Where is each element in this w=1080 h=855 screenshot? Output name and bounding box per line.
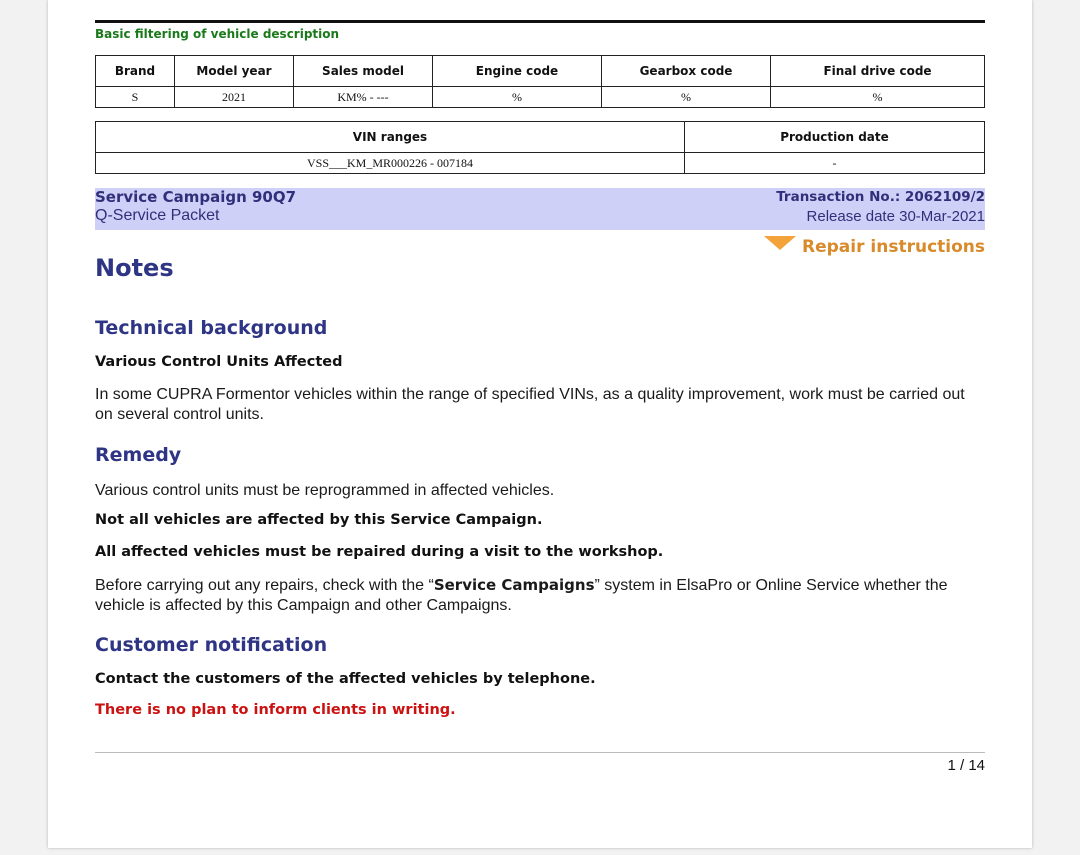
no-plan-writing: There is no plan to inform clients in writing. xyxy=(95,702,456,718)
gearbox-code-value: % xyxy=(602,87,771,108)
campaign-title: Service Campaign 90Q7 xyxy=(95,188,297,206)
triangle-down-icon xyxy=(764,236,796,250)
service-campaigns-term: Service Campaigns xyxy=(433,576,595,594)
not-all-affected: Not all vehicles are affected by this Service Campaign. xyxy=(95,512,543,528)
contact-customers: Contact the customers of the affected vehicles by telephone. xyxy=(95,671,596,687)
notes-heading: Notes xyxy=(95,254,174,282)
col-model-year: Model year xyxy=(175,56,294,87)
brand-value: S xyxy=(96,87,175,108)
transaction-number: Transaction No.: 2062109/2 xyxy=(776,189,985,205)
filter-table xyxy=(95,55,985,108)
model-year-value: 2021 xyxy=(175,87,294,108)
engine-code-value: % xyxy=(433,87,602,108)
footer-rule xyxy=(95,752,985,753)
page-number: 1 / 14 xyxy=(947,757,985,774)
packet-label: Q-Service Packet xyxy=(95,207,220,224)
all-affected: All affected vehicles must be repaired during a visit to the workshop. xyxy=(95,544,664,560)
customer-notification-heading: Customer notification xyxy=(95,634,328,656)
table-row xyxy=(96,153,985,174)
sales-model-value: KM% - --- xyxy=(294,87,433,108)
technical-text: In some CUPRA Formentor vehicles within the range of specified VINs, as a quality improvement, work must be carried out on several control units. xyxy=(95,386,965,423)
technical-background-heading: Technical background xyxy=(95,317,328,339)
col-engine-code: Engine code xyxy=(433,56,602,87)
before-text-part2: ” system in ElsaPro or Online Service whether the vehicle is affected by this Campaign and other Campaigns. xyxy=(95,577,948,614)
document-page xyxy=(48,0,1032,848)
technical-subheading: Various Control Units Affected xyxy=(95,354,343,370)
col-vin-ranges: VIN ranges xyxy=(96,122,685,153)
col-sales-model: Sales model xyxy=(294,56,433,87)
col-gearbox-code: Gearbox code xyxy=(602,56,771,87)
col-final-drive-code: Final drive code xyxy=(771,56,985,87)
vin-range-value: VSS___KM_MR000226 - 007184 xyxy=(96,153,685,174)
col-production-date: Production date xyxy=(685,122,985,153)
repair-instructions-link[interactable] xyxy=(764,237,985,257)
remedy-text: Various control units must be reprogrammed in affected vehicles. xyxy=(95,482,555,499)
top-rule xyxy=(95,20,985,23)
col-brand: Brand xyxy=(96,56,175,87)
vin-table xyxy=(95,121,985,174)
before-text-part1: Before carrying out any repairs, check with the “ xyxy=(95,577,434,594)
repair-instructions-label: Repair instructions xyxy=(802,237,985,257)
before-repair-text xyxy=(95,575,985,616)
filter-title: Basic filtering of vehicle description xyxy=(95,27,340,41)
production-date-value: - xyxy=(685,153,985,174)
final-drive-code-value: % xyxy=(771,87,985,108)
remedy-heading: Remedy xyxy=(95,444,182,466)
table-row xyxy=(96,87,985,108)
release-date: Release date 30-Mar-2021 xyxy=(806,208,985,225)
